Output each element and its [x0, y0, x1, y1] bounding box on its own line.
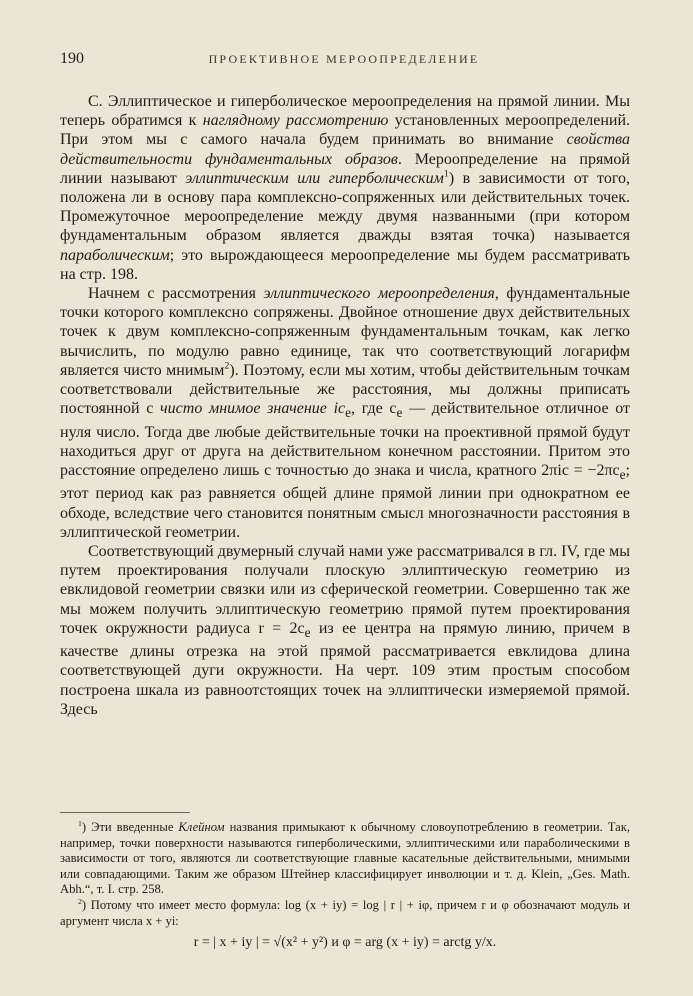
subscript: e — [304, 625, 311, 641]
footnote-marker: 1 — [78, 818, 82, 828]
text-run: из ее центра на прямую линию, причем в качестве длины отрезка на этой прямой рассматривается евклидова длина соответствующей дуги окружности. На черт. 109 этим простым способом построена шкала из равноотстоящих точек на эллиптически измеряемой прямой. Здесь — [60, 619, 630, 718]
footnote-ref-1[interactable]: 1 — [443, 168, 449, 180]
text-run: установленных мероопределений. При этом мы с самого начала будем принимать во внимание — [60, 112, 631, 149]
text-run: ) Эти введенные — [81, 820, 179, 834]
text-run: ; этот период как раз равняется общей длине прямой линии при однократном ее обходе, вследствие чего становится понятным смысл многозначности расстояния в эллиптической геометрии. — [60, 462, 630, 541]
text-run: . Мероопределение на прямой линии называют — [60, 150, 630, 187]
footnote-marker: 2 — [78, 896, 82, 906]
italic-term: наглядному рассмотрению — [202, 112, 389, 130]
text-run: ) в зависимости от того, положена ли в основу пара комплексно-сопряженных или действительных точек. Промежуточное мероопределение между двумя названными (при котором фундаментальным образом является дважды взятая точка) называется — [60, 169, 630, 245]
italic-term: эллиптическим или гиперболическим — [185, 169, 444, 187]
italic-term: эллиптического мероопределения — [263, 285, 495, 303]
footnote-2 — [60, 898, 630, 929]
formula: r = | x + iy | = √(x² + y²) и φ = arg (x + iy) = arctg y/x. — [193, 935, 497, 951]
running-title: ПРОЕКТИВНОЕ МЕРООПРЕДЕЛЕНИЕ — [208, 52, 480, 66]
text-run: Соответствующий двумерный случай нами уже рассматривался в гл. IV, где мы путем проектирования получали плоскую эллиптическую геометрию из евклидовой геометрии связки или из сферической геометрии. Совершенно так же мы можем получить эллиптическую геометрию прямой путем проектирования точек окружности радиуса r = 2c — [60, 543, 630, 637]
text-run: ; это вырождающееся мероопределение мы будем рассматривать на стр. 198. — [60, 246, 630, 283]
paragraph-two-dimensional — [60, 542, 630, 719]
footnote-divider — [60, 812, 190, 813]
footnote-ref-2[interactable]: 2 — [224, 360, 230, 372]
subscript: e — [619, 467, 626, 483]
text-run: ). Поэтому, если мы хотим, чтобы действительным точкам соответствовали действительные же расстояния, мы должны приписать постоянной c — [60, 361, 630, 418]
text-run: , фундаментальные точки которого комплексно сопряжены. Двойное отношение двух действительных точек к двум комплексно-сопряженным фундаментальным точкам, как легко вычислить, по модулю равно единице, так что соответствующий логарифм является чисто мнимым — [60, 285, 631, 379]
italic-term: чисто мнимое значение ic — [160, 400, 346, 418]
subscript: e — [396, 405, 403, 421]
text-run: C. Эллиптическое и гиперболическое мероопределения на прямой линии. Мы теперь обратимся к — [60, 93, 630, 130]
main-text — [60, 92, 630, 719]
footnotes — [60, 820, 630, 951]
footnote-1 — [60, 820, 630, 898]
italic-term: Клейном — [178, 820, 225, 834]
text-run: названия примыкают к обычному словоупотреблению в геометрии. Так, например, точки поверхности называются гиперболическими, эллиптическими или параболическими в зависимости от того, являются ли соответствующие главные касательные действительными, мнимыми или совпадающими. Таким же образом Штейнер классифицирует инволюции и т. д. Klein, „Ges. Math. Abh.“, т. I. стр. 258. — [60, 820, 630, 897]
paragraph-elliptic-measure — [60, 284, 630, 542]
page-header — [60, 50, 628, 72]
text-run: , где c — [351, 400, 397, 418]
italic-term: свойства действительности фундаментальных образов — [60, 131, 630, 168]
paragraph-elliptic-hyperbolic — [60, 92, 630, 284]
italic-term: параболическим — [60, 246, 170, 264]
text-run: Начнем с рассмотрения — [88, 285, 264, 303]
text-run: ) Потому что имеет место формула: log (x + iy) = log | r | + iφ, причем r и φ обозначают модуль и аргумент числа x + yi: — [60, 897, 630, 928]
page-number: 190 — [60, 50, 84, 67]
subscript: e — [345, 405, 352, 421]
text-run: — действительное отличное от нуля число. Тогда две любые действительные точки на проективной прямой будут находиться друг от друга на действительном конечном расстоянии. Притом это расстояние определено лишь с точностью до знака и числа, кратного 2πic = −2πc — [60, 400, 631, 480]
